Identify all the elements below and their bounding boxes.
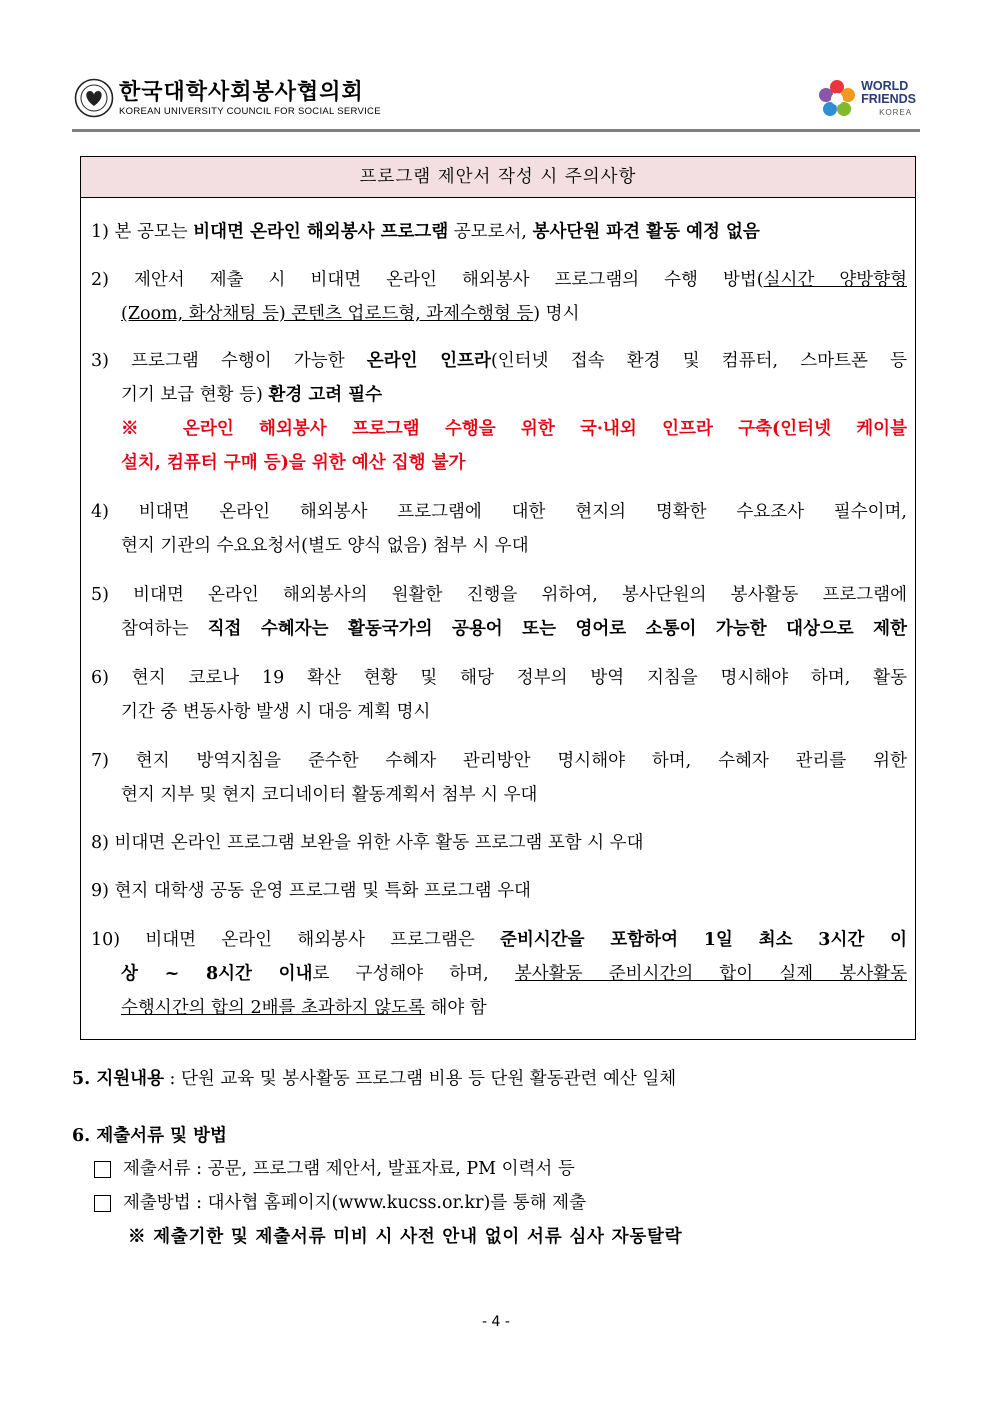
section-5-text: : 단원 교육 및 봉사활동 프로그램 비용 등 단원 활동관련 예산 일체 (163, 1069, 677, 1089)
submission-docs-line: 제출서류 : 공문, 프로그램 제안서, 발표자료, PM 이력서 등 (94, 1154, 575, 1184)
notice-item-10: 10) 비대면 온라인 해외봉사 프로그램은 준비시간을 포함하여 1일 최소 3시간 이 상 ~ 8시간 이내로 구성해야 하며, 봉사활동 준비시간의 합이 실제 봉사활동 수행시간의 합의 2배를 초과하지 않도록 해야 함 (91, 930, 907, 1018)
section-5-support (72, 1064, 676, 1094)
section-6-title: 6. 제출서류 및 방법 (72, 1126, 227, 1146)
notice-item-3: 3) 프로그램 수행이 가능한 온라인 인프라(인터넷 접속 환경 및 컴퓨터, 스마트폰 등 기기 보급 현황 등) 환경 고려 필수 ※ 온라인 해외봉사 프로그램 수행을 위한 국·내외 인프라 구축(인터넷 케이블 설치, 컴퓨터 구매 등)을 위한 예산 집행 불가 (91, 344, 907, 480)
submission-warning: ※ 제출기한 및 제출서류 미비 시 사전 안내 없이 서류 심사 자동탈락 (128, 1227, 683, 1247)
world-friends-flower-icon (816, 78, 858, 120)
notice-item-4: 4) 비대면 온라인 해외봉사 프로그램에 대한 현지의 명확한 수요조사 필수이며, 현지 기관의 수요요청서(별도 양식 없음) 첨부 시 우대 (91, 502, 907, 556)
notice-box (80, 156, 916, 1040)
header-divider (72, 129, 920, 132)
notice-item-6: 6) 현지 코로나 19 확산 현황 및 해당 정부의 방역 지침을 명시해야 하며, 활동 기간 중 변동사항 발생 시 대응 계획 명시 (91, 668, 907, 722)
org-name-en: KOREAN UNIVERSITY COUNCIL FOR SOCIAL SERVICE (119, 105, 381, 117)
notice-item-1: 1) 본 공모는 비대면 온라인 해외봉사 프로그램 공모로서, 봉사단원 파견 활동 예정 없음 (91, 222, 760, 242)
kucss-logo (74, 78, 381, 118)
notice-item-8: 8) 비대면 온라인 프로그램 보완을 위한 사후 활동 프로그램 포함 시 우대 (91, 833, 644, 853)
checkbox-icon (94, 1195, 111, 1212)
notice-item-9: 9) 현지 대학생 공동 운영 프로그램 및 특화 프로그램 우대 (91, 881, 531, 901)
council-seal-icon (74, 78, 114, 118)
wf-line-world: WORLD (861, 78, 909, 93)
notice-item-5: 5) 비대면 온라인 해외봉사의 원활한 진행을 위하여, 봉사단원의 봉사활동 프로그램에 참여하는 직접 수혜자는 활동국가의 공용어 또는 영어로 소통이 가능한 대상으로 제한 (91, 585, 907, 639)
notice-item-2: 2) 제안서 제출 시 비대면 온라인 해외봉사 프로그램의 수행 방법(실시간 양방향형 (Zoom, 화상채팅 등) 콘텐츠 업로드형, 과제수행형 등) 명시 (91, 270, 907, 324)
wf-line-friends: FRIENDS (861, 91, 916, 106)
notice-title: 프로그램 제안서 작성 시 주의사항 (81, 157, 915, 198)
org-name-ko: 한국대학사회봉사협의회 (119, 79, 364, 105)
page-header (72, 72, 920, 132)
notice-item-7: 7) 현지 방역지침을 준수한 수혜자 관리방안 명시해야 하며, 수혜자 관리를 위한 현지 지부 및 현지 코디네이터 활동계획서 첨부 시 우대 (91, 751, 907, 805)
world-friends-logo (816, 78, 916, 120)
submission-method-line: 제출방법 : 대사협 홈페이지(www.kucss.or.kr)를 통해 제출 (94, 1188, 586, 1218)
infra-budget-warning-line1: ※ 온라인 해외봉사 프로그램 수행을 위한 국·내외 인프라 구축(인터넷 케이블 (121, 419, 907, 439)
checkbox-icon (94, 1161, 111, 1178)
infra-budget-warning-line2: 설치, 컴퓨터 구매 등)을 위한 예산 집행 불가 (121, 453, 466, 473)
page-number: - 4 - (482, 1314, 510, 1330)
wf-line-korea: KOREA (879, 107, 913, 117)
section-5-title: 5. 지원내용 (72, 1069, 164, 1089)
